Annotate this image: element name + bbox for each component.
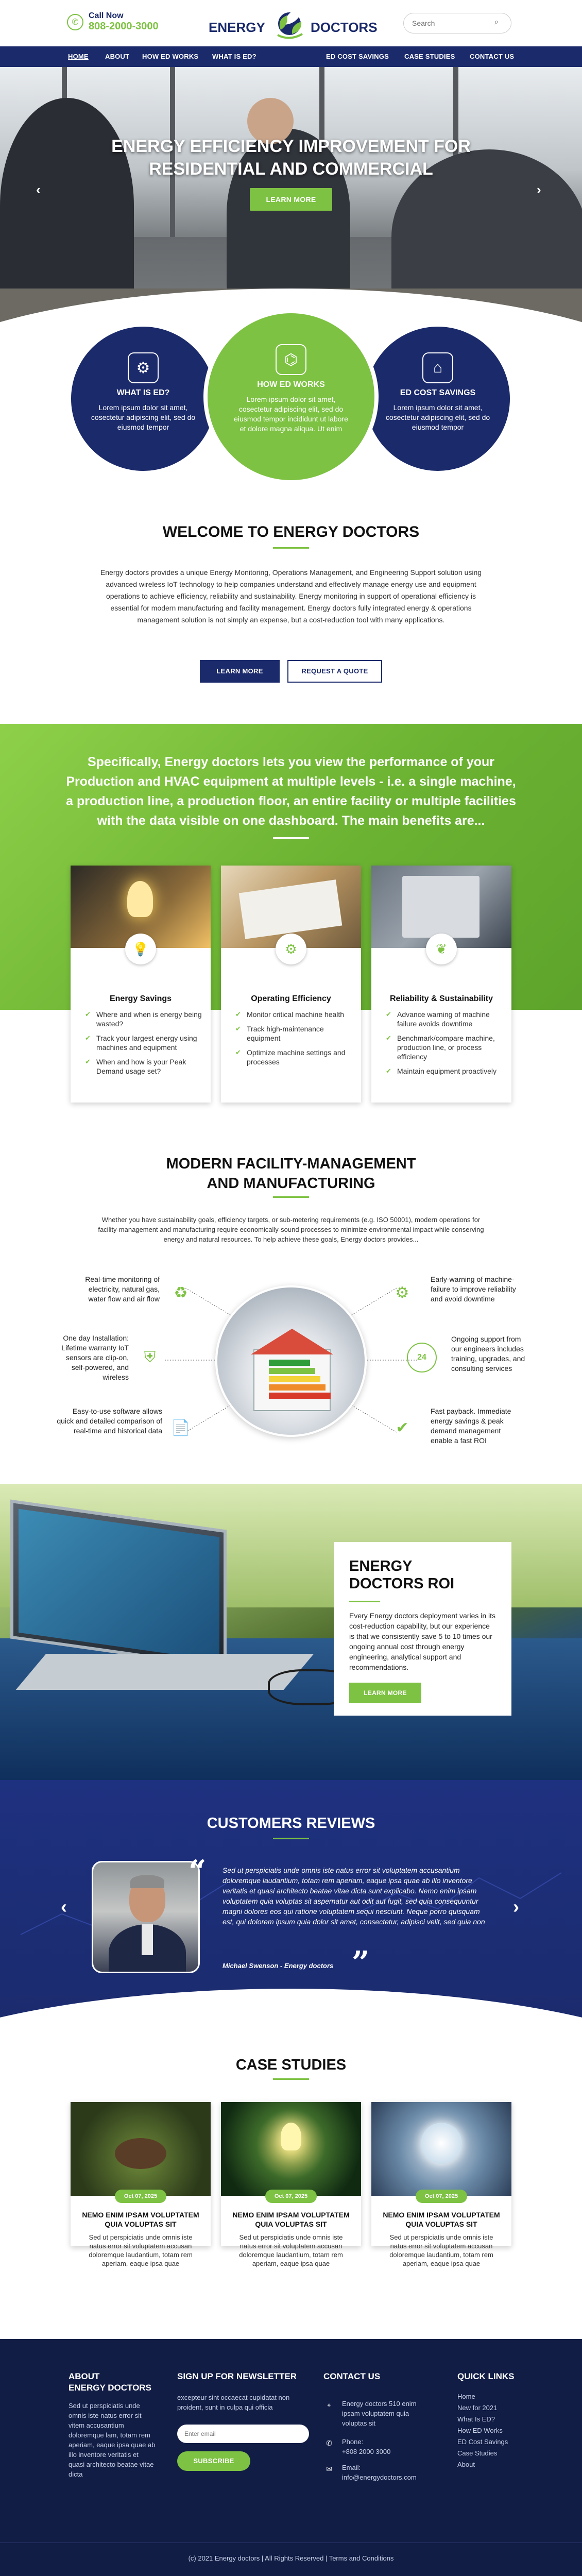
hero-learn-more-button[interactable]: LEARN MORE <box>250 188 332 211</box>
contact-title: CONTACT US <box>323 2371 381 2381</box>
gear-warning-icon: ⚙ <box>395 1284 409 1301</box>
feature-item: One day Installation: Lifetime warranty IoT sensors are clip-on, self-powered, and wireless <box>61 1334 129 1381</box>
feature-item: Fast payback. Immediate energy savings & peak demand management enable a fast ROI <box>431 1407 511 1445</box>
case-study-image <box>221 2102 361 2196</box>
roi-text: Every Energy doctors deployment varies in its cost-reduction capability, but our experience is that we consistently save 5 to 10 times our ongoing annual cost through energy engineering, analytical support and recommendations. <box>349 1612 496 1671</box>
search-icon[interactable]: ⌕ <box>494 18 499 26</box>
footer-about-text: Sed ut perspiciatis unde omnis iste natus error sit vitem accusantium doloremque lam, totam rem aperiam, eaque ipsa quae ab illo inventore veritatis et quasi architecto beatae vitae dicta <box>69 2402 156 2478</box>
hero-prev-arrow-icon[interactable]: ‹ <box>36 182 41 197</box>
call-label: Call Now <box>89 11 124 20</box>
case-study-image <box>71 2102 211 2196</box>
reviews-next-arrow-icon[interactable]: › <box>513 1896 519 1917</box>
leaf-logo-icon <box>271 4 307 42</box>
request-quote-button[interactable]: REQUEST A QUOTE <box>287 660 382 683</box>
benefit-item: ✔ Advance warning of machine failure avoids downtime <box>386 1010 504 1028</box>
feature-item: Ongoing support from our engineers includes training, upgrades, and consulting services <box>451 1335 525 1372</box>
hero-title: ENERGY EFFICIENCY IMPROVEMENT FOR RESIDENTIAL AND COMMERCIAL <box>111 137 471 179</box>
nav-what-is-ed[interactable]: WHAT IS ED? <box>212 53 256 60</box>
case-study-title[interactable]: NEMO ENIM IPSAM VOLUPTATEM QUIA VOLUPTAS SIT <box>232 2211 350 2228</box>
case-study-text: Sed ut perspiciatis unde omnis iste natus error sit voluptatem accusan doloremque laudantium, totam rem aperiam, eaque ipsa quae <box>89 2233 193 2267</box>
contact-phone-label: Phone: <box>342 2438 364 2446</box>
circle-how-ed-works[interactable]: ⌬ HOW ED WORKS Lorem ipsum dolor sit amet, cosectetur adipiscing elit, sed do eiusmod tempor incididunt ut labore et dolore magna aliqua. Ut enim <box>203 309 379 484</box>
phone-number[interactable]: 808-2000-3000 <box>89 21 159 32</box>
quick-link-what-is-ed[interactable]: What Is ED? <box>457 2415 495 2423</box>
reviews-prev-arrow-icon[interactable]: ‹ <box>61 1896 67 1917</box>
benefit-item: ✔ Track high-maintenance equipment <box>235 1024 354 1043</box>
divider <box>273 1196 309 1198</box>
divider <box>273 547 309 549</box>
divider <box>273 837 309 839</box>
cycle-icon: ♻ <box>174 1284 188 1301</box>
quick-link-case-studies[interactable]: Case Studies <box>457 2449 498 2457</box>
leaf-icon: ❦ <box>426 934 457 964</box>
check-shield-icon: ✔ <box>396 1419 409 1436</box>
quick-link-home[interactable]: Home <box>457 2393 475 2400</box>
review-author: Michael Swenson - Energy doctors <box>222 1962 334 1970</box>
call-now[interactable] <box>67 11 159 32</box>
case-study-title[interactable]: NEMO ENIM IPSAM VOLUPTATEM QUIA VOLUPTAS SIT <box>82 2211 199 2228</box>
person-left <box>0 98 134 314</box>
copyright: (c) 2021 Energy doctors | All Rights Reserved | Terms and Conditions <box>0 2543 582 2576</box>
newsletter-text: excepteur sint occaecat cupidatat non proident, sunt in culpa qui officia <box>177 2394 290 2411</box>
review-text: Sed ut perspiciatis unde omnis iste natus error sit voluptatem accusantium doloremque laudantium, totam rem aperiam, eaque ipsa quae ab illo inventore veritatis et quasi architecto beatae vitae dicta sunt explicabo. Nemo enim ipsam voluptatem quia voluptas sit aspernatur aut odit aut fugit, sed quia consequuntur magni dolores eos qui ratione voluptatem sequi nesciunt. Neque porro quisquam est, qui dolorem ipsum quia dolor sit amet, consectetur, adipisci velit, sed quia non <box>222 1866 485 1926</box>
case-studies-title: CASE STUDIES <box>235 2057 347 2073</box>
lightbulb-icon: 💡 <box>125 934 156 964</box>
quick-link-how-ed-works[interactable]: How ED Works <box>457 2427 503 2434</box>
contact-address: Energy doctors 510 enim ipsam voluptatem quia voluptas sit <box>342 2400 417 2427</box>
newsletter-title: SIGN UP FOR NEWSLETTER <box>177 2371 297 2381</box>
house-savings-icon: ⌂ <box>422 352 453 383</box>
nav-case-studies[interactable]: CASE STUDIES <box>404 53 455 60</box>
benefit-card-operating-efficiency: ⚙ Operating Efficiency ✔ Monitor critical machine health ✔ Track high-maintenance equipment ✔ Optimize machine settings and processes <box>221 866 361 1103</box>
gears-icon: ⚙ <box>128 352 159 383</box>
quote-close-icon: ” <box>352 1945 370 1981</box>
facility-title: MODERN FACILITY-MANAGEMENT AND MANUFACTURING <box>166 1156 416 1192</box>
phone-icon: ✆ <box>67 14 83 30</box>
welcome-title: WELCOME TO ENERGY DOCTORS <box>162 523 420 540</box>
reviews-title: CUSTOMERS REVIEWS <box>207 1815 375 1832</box>
logo[interactable] <box>209 4 378 42</box>
subscribe-button[interactable]: SUBSCRIBE <box>177 2451 250 2471</box>
roi-box <box>334 1542 511 1716</box>
facility-text: Whether you have sustainability goals, efficiency targets, or sub-metering requirements (e.g. ISO 50001), modern operations for facility-management and manufacturing require economically-sound processes to minimize environmental impact while conserving energy and natural resources. To help achieve these goals, Energy doctors provides... <box>98 1216 484 1243</box>
case-study-date: Oct 07, 2025 <box>416 2190 467 2203</box>
roi-title: ENERGY DOCTORS ROI <box>349 1558 455 1592</box>
location-icon: ⌖ <box>327 2401 331 2409</box>
case-study-date: Oct 07, 2025 <box>115 2190 166 2203</box>
benefit-item: ✔ Monitor critical machine health <box>235 1010 354 1019</box>
contact-phone[interactable]: +808 2000 3000 <box>342 2448 391 2455</box>
case-study-card[interactable] <box>71 2102 211 2267</box>
benefit-card-energy-savings: 💡 Energy Savings ✔ Where and when is energy being wasted? ✔ Track your largest energy using machines and equipment ✔ When and how is your Peak Demand usage set? <box>71 866 211 1103</box>
top-header <box>0 0 582 46</box>
quote-open-icon: “ <box>189 1854 207 1890</box>
feature-item: Early-warning of machine-failure to improve reliability and avoid downtime <box>431 1275 516 1303</box>
case-study-title[interactable]: NEMO ENIM IPSAM VOLUPTATEM QUIA VOLUPTAS SIT <box>383 2211 500 2228</box>
case-study-card[interactable] <box>371 2102 511 2267</box>
hero-next-arrow-icon[interactable]: › <box>537 182 541 197</box>
document-icon: 📄 <box>171 1419 191 1436</box>
quick-link-cost-savings[interactable]: ED Cost Savings <box>457 2438 508 2446</box>
main-nav <box>0 46 582 67</box>
benefit-item: ✔ Where and when is energy being wasted? <box>85 1010 203 1028</box>
case-study-image <box>371 2102 511 2196</box>
nav-ed-cost-savings[interactable]: ED COST SAVINGS <box>326 53 389 60</box>
roi-learn-more-button[interactable]: LEARN MORE <box>349 1683 421 1703</box>
newsletter-email-input[interactable] <box>177 2425 309 2443</box>
circle-what-is-ed[interactable]: ⚙ WHAT IS ED? Lorem ipsum dolor sit amet, cosectetur adipiscing elit, sed do eiusmod tempor <box>68 324 218 474</box>
logo-right: DOCTORS <box>311 20 378 35</box>
feature-item: Real-time monitoring of electricity, natural gas, water flow and air flow <box>85 1275 160 1303</box>
divider <box>273 2078 309 2080</box>
factory-icon: ⌬ <box>276 344 306 375</box>
circle-ed-cost-savings[interactable]: ⌂ ED COST SAVINGS Lorem ipsum dolor sit amet, cosectetur adipiscing elit, sed do eiusmod tempor <box>363 324 513 474</box>
case-study-date: Oct 07, 2025 <box>265 2190 317 2203</box>
support-24-icon: 24 <box>407 1343 437 1372</box>
quick-link-about[interactable]: About <box>457 2461 475 2468</box>
email-icon: ✉ <box>326 2465 332 2473</box>
benefit-item: ✔ When and how is your Peak Demand usage set? <box>85 1057 203 1076</box>
benefit-item: ✔ Maintain equipment proactively <box>386 1066 504 1076</box>
quick-links-title: QUICK LINKS <box>457 2371 515 2381</box>
benefit-item: ✔ Benchmark/compare machine, production line, or process efficiency <box>386 1033 504 1061</box>
case-study-text: Sed ut perspiciatis unde omnis iste natus error sit voluptatem accusan doloremque laudantium, totam rem aperiam, eaque ipsa quae <box>389 2233 493 2267</box>
contact-email[interactable]: info@energydoctors.com <box>342 2473 417 2481</box>
energy-rating-image <box>215 1285 367 1437</box>
feature-item: Easy-to-use software allows quick and detailed comparison of real-time and historical data <box>57 1407 162 1435</box>
benefits-intro: Specifically, Energy doctors lets you view the performance of your Production and HVAC equipment at multiple levels - i.e. a single machine, a production line, a production floor, an entire facility or multiple facilities with the data visible on one dashboard. The main benefits are... <box>66 755 516 828</box>
case-study-text: Sed ut perspiciatis unde omnis iste natus error sit voluptatem accusan doloremque laudantium, totam rem aperiam, eaque ipsa quae <box>239 2233 343 2267</box>
nav-home[interactable]: HOME <box>68 53 89 60</box>
quick-link-new[interactable]: New for 2021 <box>457 2404 498 2412</box>
benefit-item: ✔ Optimize machine settings and processes <box>235 1048 354 1066</box>
reviewer-photo <box>92 1861 200 1973</box>
nav-about[interactable]: ABOUT <box>105 53 130 60</box>
contact-email-label: Email: <box>342 2464 361 2471</box>
case-study-card[interactable] <box>221 2102 361 2267</box>
benefit-card-reliability: ❦ Reliability & Sustainability ✔ Advance warning of machine failure avoids downtime ✔ Benchmark/compare machine, production line, or process efficiency ✔ Maintain equipment proactively <box>371 866 511 1103</box>
phone-icon: ✆ <box>326 2439 332 2447</box>
logo-left: ENERGY <box>209 20 265 35</box>
nav-how-ed-works[interactable]: HOW ED WORKS <box>142 53 199 60</box>
benefit-item: ✔ Track your largest energy using machines and equipment <box>85 1033 203 1052</box>
shield-check-icon: ⛨ <box>144 1349 156 1366</box>
nav-contact-us[interactable]: CONTACT US <box>470 53 515 60</box>
divider <box>273 1838 309 1839</box>
welcome-learn-more-button[interactable]: LEARN MORE <box>200 660 280 683</box>
footer-about-title: ABOUT ENERGY DOCTORS <box>69 2371 151 2393</box>
gear-icon: ⚙ <box>276 934 306 964</box>
welcome-text: Energy doctors provides a unique Energy Monitoring, Operations Management, and Engineering Support solution using advanced wireless IoT technology to help companies understand and effectively manage energy use and equipment operations to achieve efficiency, reliability and sustainability. Energy monitoring in support of operational efficiency is essential for modern manufacturing and facility management. Energy doctors fully integrated energy & operations management solution is not simply an expense, but a cost-reduction tool with many applications. <box>100 568 482 624</box>
